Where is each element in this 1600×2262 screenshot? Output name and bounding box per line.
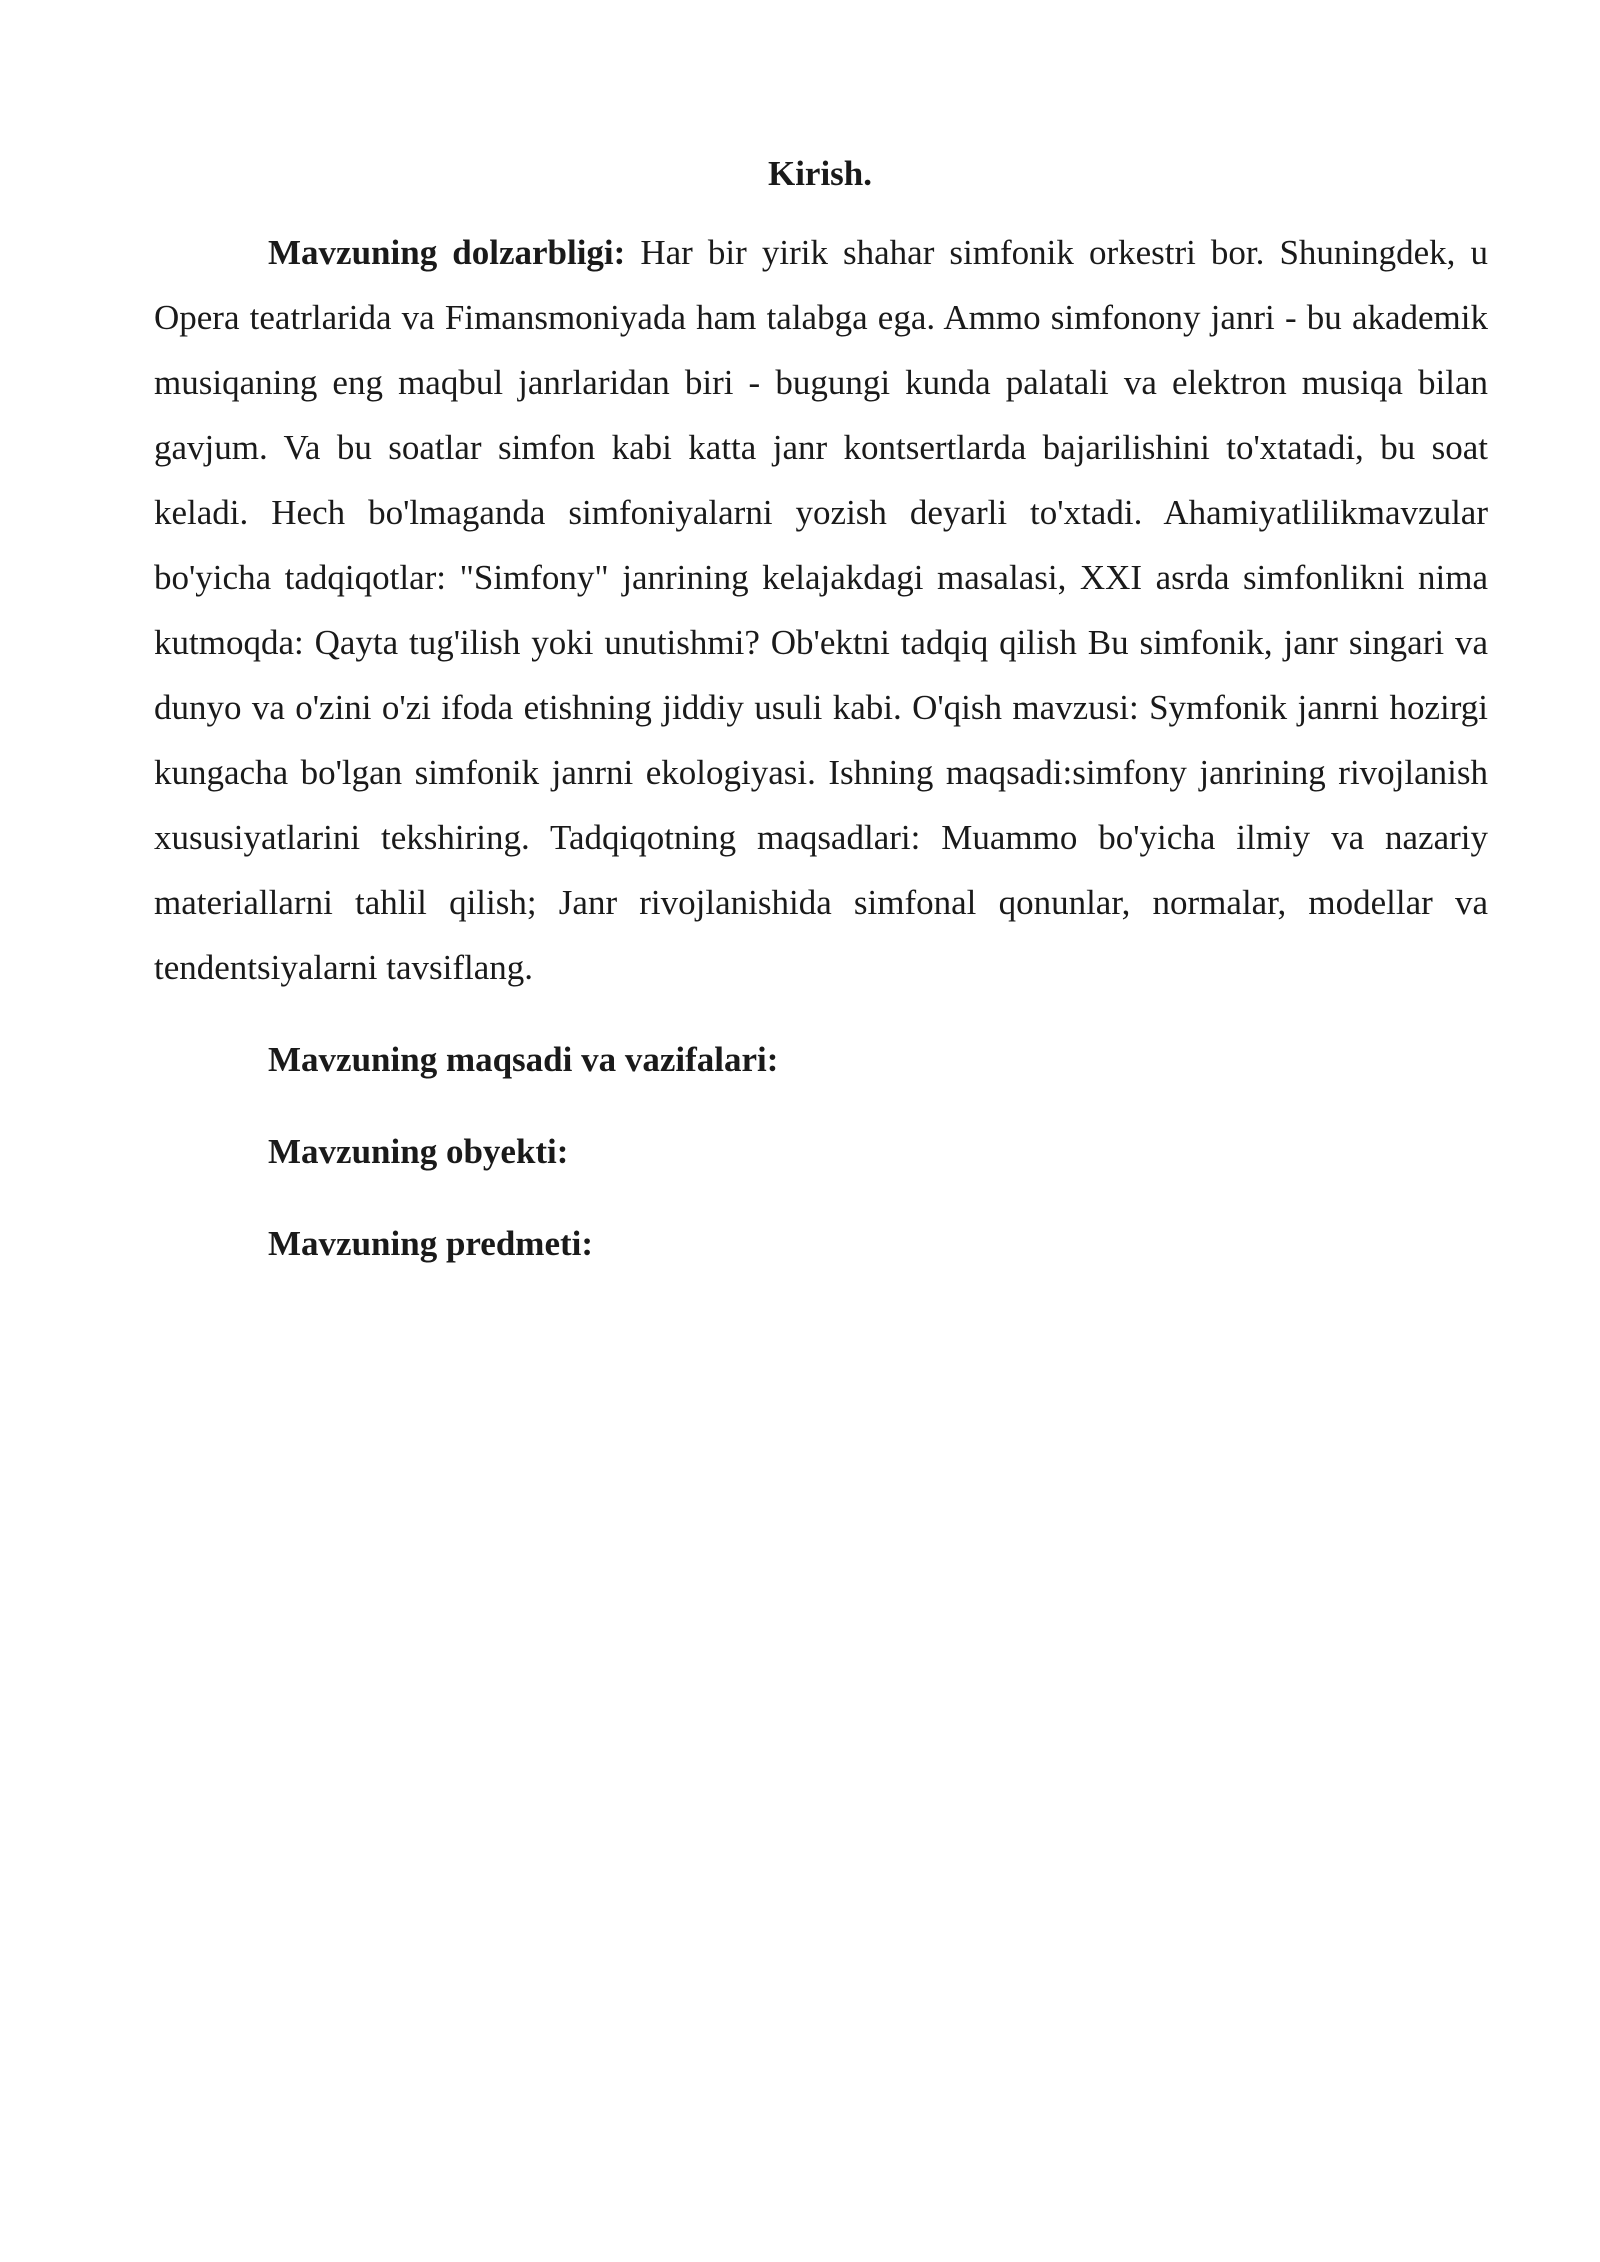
intro-text: Har bir yirik shahar simfonik orkestri bor. Shuningdek, u Opera teatrlarida va Fimansmoniyada ham talabga ega. Ammo simfonony janri - bu akademik musiqaning eng maqbul janrlaridan biri - bugungi kunda palatali va elektron musiqa bilan gavjum. Va bu soatlar simfon kabi katta janr kontsertlarda bajarilishini to'xtatadi, bu soat keladi. Hech bo'lmaganda simfoniyalarni yozish deyarli to'xtadi. Ahamiyatlilikmavzular bo'yicha tadqiqotlar: "Simfony" janrining kelajakdagi masalasi, XXI asrda simfonlikni nima kutmoqda: Qayta tug'ilish yoki unutishmi? Ob'ektni tadqiq qilish Bu simfonik, janr singari va dunyo va o'zini o'zi ifoda etishning jiddiy usuli kabi. O'qish mavzusi: Symfonik janrni hozirgi kungacha bo'lgan simfonik janrni ekologiyasi. Ishning maqsadi:simfony janrining rivojlanish xususiyatlarini tekshiring. Tadqiqotning maqsadlari: Muammo bo'yicha ilmiy va nazariy materiallarni tahlil qilish; Janr rivojlanishida simfonal qonunlar, normalar, modellar va tendentsiyalarni tavsiflang. [154,233,1488,987]
heading-subject: Mavzuning predmeti: [268,1224,594,1263]
intro-paragraph [154,220,1488,1000]
page-title: Kirish. [767,154,873,193]
intro-lead: Mavzuning dolzarbligi: [268,233,626,272]
heading-object: Mavzuning obyekti: [268,1132,569,1171]
heading-goals-tasks: Mavzuning maqsadi va vazifalari: [268,1040,779,1079]
